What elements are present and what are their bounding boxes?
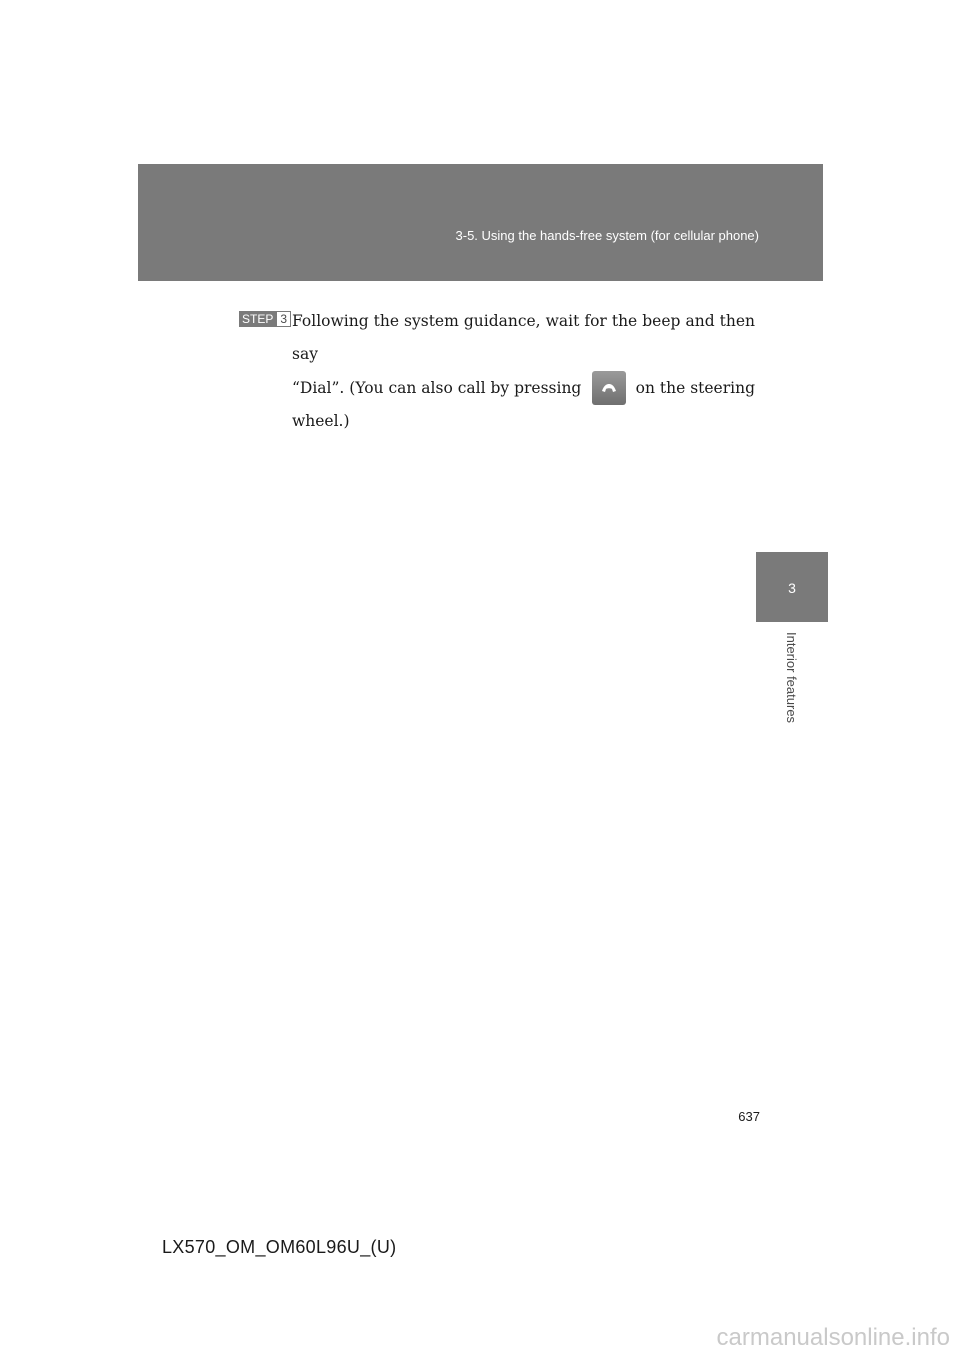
step-number: 3	[276, 311, 291, 327]
section-tab	[756, 552, 828, 622]
step-badge	[239, 311, 291, 327]
step-line-3: wheel.)	[292, 412, 350, 430]
section-label	[784, 632, 804, 732]
section-label-text: Interior features	[784, 632, 799, 724]
document-code: LX570_OM_OM60L96U_(U)	[162, 1237, 397, 1257]
step-instruction	[292, 305, 755, 438]
step-line-2-before: “Dial”. (You can also call by pressing	[292, 378, 582, 397]
section-number: 3	[788, 580, 796, 596]
phone-off-hook-icon	[601, 382, 617, 394]
watermark: carmanualsonline.info	[716, 1324, 950, 1351]
page-number: 637	[738, 1109, 760, 1124]
step-line-2	[292, 371, 755, 405]
step-line-1: Following the system guidance, wait for the beep and then say	[292, 312, 755, 363]
step-word: STEP	[239, 311, 276, 327]
step-line-2-after: on the steering	[635, 378, 755, 397]
chapter-title: 3-5. Using the hands-free system (for cellular phone)	[455, 228, 759, 243]
header-bar	[138, 164, 823, 281]
steering-phone-button	[592, 371, 626, 405]
